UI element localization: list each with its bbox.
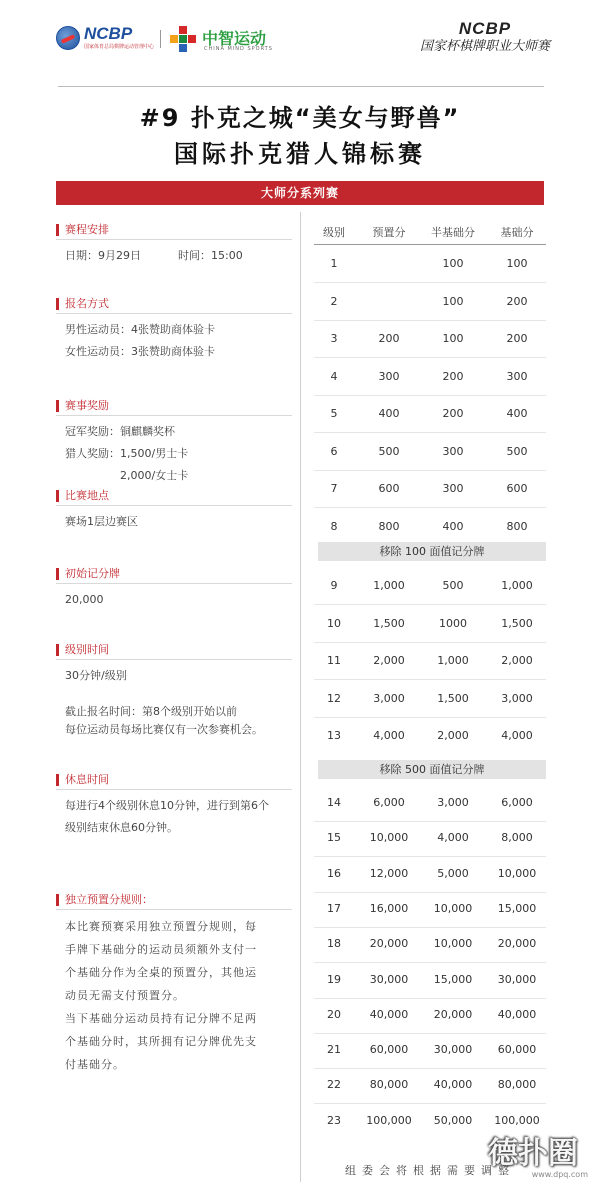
cell-small-blind: 200	[442, 407, 464, 420]
cell-small-blind: 15,000	[433, 972, 473, 986]
row-divider	[314, 927, 546, 928]
cell-small-blind: 30,000	[433, 1043, 473, 1057]
registration-deadline: 截止报名时间：第8个级别开始以前	[65, 705, 237, 718]
table-row	[314, 829, 546, 847]
cell-big-blind: 10,000	[497, 866, 537, 880]
ante-rule-line: 个基础分时，其所拥有记分牌优先支	[65, 1035, 257, 1048]
cell-ante: 800	[378, 519, 400, 533]
section-heading: 赛事奖励	[56, 398, 292, 414]
cell-level: 4	[330, 369, 338, 383]
cell-level: 20	[327, 1007, 341, 1021]
cell-big-blind: 15,000	[497, 901, 537, 915]
cell-big-blind: 3,000	[501, 691, 533, 705]
table-row	[314, 1076, 546, 1094]
section-heading: 初始记分牌	[56, 566, 292, 582]
event-title-line2: 国际扑克猎人锦标赛	[174, 140, 426, 168]
cell-level: 19	[327, 972, 341, 986]
table-row	[314, 865, 546, 883]
schedule-time: 时间：15:00	[178, 249, 243, 262]
row-divider	[314, 679, 546, 680]
cell-ante: 20,000	[369, 937, 409, 951]
cell-big-blind: 60,000	[497, 1043, 537, 1057]
cell-level: 7	[330, 482, 338, 495]
cell-level: 15	[327, 831, 341, 845]
cell-level: 8	[330, 519, 338, 533]
row-divider	[314, 1103, 546, 1104]
table-row	[314, 652, 546, 670]
cell-ante: 80,000	[369, 1078, 409, 1092]
table-row	[314, 1041, 546, 1059]
cell-big-blind: 8,000	[501, 831, 533, 845]
cell-small-blind: 10,000	[433, 937, 473, 951]
header-divider	[58, 86, 544, 87]
row-divider	[314, 821, 546, 822]
cell-level: 16	[327, 866, 341, 880]
row-divider	[314, 892, 546, 893]
table-row	[314, 368, 546, 386]
table-row	[314, 971, 546, 989]
cell-ante: 100,000	[366, 1113, 412, 1127]
cell-big-blind: 80,000	[497, 1078, 537, 1092]
cell-level: 1	[330, 257, 338, 270]
breaks-text-1: 每进行4个级别休息10分钟，进行到第6个	[65, 799, 269, 812]
cell-small-blind: 100	[442, 332, 464, 345]
table-row	[314, 690, 546, 708]
section-heading: 比赛地点	[56, 488, 292, 504]
ncbp-master-logo-en: NCBP	[458, 19, 512, 38]
cell-level: 22	[327, 1078, 341, 1092]
cell-level: 5	[330, 407, 338, 420]
header-rule	[314, 244, 546, 245]
series-banner: 大师分系列赛	[56, 181, 544, 205]
cell-level: 17	[327, 901, 341, 915]
table-row	[314, 1006, 546, 1024]
cell-small-blind: 2,000	[437, 729, 469, 742]
cell-big-blind: 6,000	[501, 796, 533, 809]
column-divider	[300, 212, 301, 1182]
row-divider	[314, 1033, 546, 1034]
level-duration: 30分钟/级别	[65, 669, 127, 682]
col-header-big-blind: 基础分	[500, 226, 534, 239]
cell-big-blind: 600	[506, 482, 528, 495]
cell-big-blind: 100	[506, 257, 528, 270]
table-row	[314, 480, 546, 498]
cell-big-blind: 20,000	[497, 937, 537, 951]
cell-small-blind: 400	[442, 519, 464, 533]
table-row	[314, 293, 546, 311]
cell-level: 14	[327, 796, 341, 809]
break-row-remove-100: 移除 100 面值记分牌	[318, 542, 546, 561]
cell-ante: 1,500	[373, 616, 405, 630]
cross-mosaic-icon	[170, 26, 196, 52]
page-header	[0, 0, 600, 84]
cell-small-blind: 4,000	[437, 831, 469, 845]
row-divider	[314, 432, 546, 433]
row-divider	[314, 357, 546, 358]
row-divider	[314, 717, 546, 718]
row-divider	[314, 962, 546, 963]
prize-hunter-women: 2,000/女士卡	[120, 469, 189, 482]
ante-rule-line: 付基础分。	[65, 1058, 125, 1071]
ante-rule-line: 本比赛预赛采用独立预置分规则，每	[65, 920, 257, 933]
cell-small-blind: 300	[442, 482, 464, 495]
cell-big-blind: 30,000	[497, 972, 537, 986]
cell-big-blind: 500	[506, 444, 528, 458]
cell-small-blind: 1000	[439, 616, 467, 630]
logo-divider	[160, 30, 161, 48]
cell-ante: 500	[378, 444, 400, 458]
row-divider	[314, 507, 546, 508]
row-divider	[314, 604, 546, 605]
cell-small-blind: 40,000	[433, 1078, 473, 1092]
cell-small-blind: 200	[442, 369, 464, 383]
table-row	[314, 900, 546, 918]
ncbp-logo-text: NCBP	[84, 24, 133, 43]
table-row	[314, 443, 546, 461]
cell-big-blind: 1,000	[501, 579, 533, 592]
cell-ante: 2,000	[373, 654, 405, 667]
cms-logo-cn: 中智运动	[202, 29, 267, 48]
cell-level: 6	[330, 444, 338, 458]
cell-small-blind: 1,000	[437, 654, 469, 667]
col-header-small-blind: 半基础分	[431, 226, 475, 239]
cell-small-blind: 1,500	[437, 691, 469, 705]
breaks-text-2: 级别结束休息60分钟。	[65, 821, 178, 834]
cell-big-blind: 200	[506, 294, 528, 308]
ncbp-logo	[56, 26, 156, 52]
section-heading: 独立预置分规则：	[56, 892, 292, 908]
cell-small-blind: 10,000	[433, 901, 473, 915]
cell-big-blind: 40,000	[497, 1007, 537, 1021]
cell-ante: 40,000	[369, 1007, 409, 1021]
cell-big-blind: 800	[506, 519, 528, 533]
cell-big-blind: 4,000	[501, 729, 533, 742]
cell-small-blind: 100	[442, 257, 464, 270]
row-divider	[314, 642, 546, 643]
cell-big-blind: 2,000	[501, 654, 533, 667]
cell-level: 10	[327, 616, 341, 630]
cell-ante: 4,000	[373, 729, 405, 742]
cell-ante: 60,000	[369, 1043, 409, 1057]
registration-men: 男性运动员：4张赞助商体验卡	[65, 323, 215, 336]
starting-chips-value: 20,000	[65, 593, 104, 606]
globe-icon	[56, 26, 80, 50]
cell-ante: 1,000	[373, 579, 405, 592]
cell-ante: 400	[378, 407, 400, 420]
ante-rule-line: 动员无需支付预置分。	[65, 989, 185, 1002]
cell-ante: 3,000	[373, 691, 405, 705]
cell-big-blind: 100,000	[494, 1113, 540, 1127]
cell-small-blind: 500	[442, 579, 464, 592]
event-title-line1: #9 扑克之城“美女与野兽”	[139, 104, 461, 132]
table-row	[314, 727, 546, 745]
table-row	[314, 794, 546, 812]
cell-ante: 10,000	[369, 831, 409, 845]
table-row	[314, 577, 546, 595]
section-registration	[56, 296, 292, 363]
row-divider	[314, 395, 546, 396]
watermark-url: www.dpq.com	[531, 1170, 588, 1179]
row-divider	[314, 282, 546, 283]
col-header-ante: 预置分	[372, 226, 406, 239]
watermark	[488, 1126, 592, 1184]
cell-ante: 600	[378, 482, 400, 495]
cms-logo-en: CHINA MIND SPORTS	[204, 46, 273, 52]
section-schedule	[56, 222, 292, 267]
row-divider	[314, 470, 546, 471]
cell-big-blind: 200	[506, 332, 528, 345]
entry-note: 每位运动员每场比赛仅有一次参赛机会。	[65, 723, 263, 736]
row-divider	[314, 998, 546, 999]
prize-hunter-men: 猎人奖励：1,500/男士卡	[65, 447, 189, 460]
section-ante-rules	[56, 892, 292, 1076]
venue-place: 赛场1层边赛区	[65, 515, 138, 528]
cell-level: 18	[327, 937, 341, 951]
section-starting-chips	[56, 566, 292, 611]
row-divider	[314, 320, 546, 321]
section-breaks	[56, 772, 292, 839]
table-header	[314, 224, 546, 244]
section-heading: 级别时间	[56, 642, 292, 658]
section-heading: 赛程安排	[56, 222, 292, 238]
section-prizes	[56, 398, 292, 487]
row-divider	[314, 1068, 546, 1069]
schedule-datetime	[56, 245, 292, 267]
ante-rule-line: 个基础分作为全桌的预置分，其他运	[65, 966, 257, 979]
ncbp-master-logo-cn: 国家杯棋牌职业大师赛	[419, 39, 550, 54]
registration-women: 女性运动员：3张赞助商体验卡	[65, 345, 215, 358]
cell-level: 13	[327, 729, 341, 742]
row-divider	[314, 856, 546, 857]
china-mind-sports-logo	[170, 24, 280, 56]
cell-ante: 16,000	[369, 901, 409, 915]
schedule-date: 日期：9月29日	[65, 249, 141, 262]
cell-ante: 12,000	[369, 866, 409, 880]
table-row	[314, 405, 546, 423]
section-heading: 报名方式	[56, 296, 292, 312]
cell-level: 2	[330, 294, 338, 308]
section-level-time	[56, 642, 292, 741]
cell-level: 11	[327, 654, 341, 667]
watermark-logo-text: 德扑圈	[488, 1136, 578, 1171]
table-row	[314, 255, 546, 273]
cell-small-blind: 300	[442, 444, 464, 458]
cell-big-blind: 400	[506, 407, 528, 420]
ante-rule-line: 手牌下基础分的运动员须额外支付一	[65, 943, 257, 956]
col-header-level: 级别	[323, 226, 345, 239]
table-row	[314, 615, 546, 633]
cell-ante: 200	[378, 332, 400, 345]
ncbp-master-logo	[420, 20, 550, 56]
cell-big-blind: 300	[506, 369, 528, 383]
cell-level: 9	[330, 579, 338, 592]
cell-ante: 30,000	[369, 972, 409, 986]
cell-level: 12	[327, 691, 341, 705]
cell-small-blind: 100	[442, 294, 464, 308]
cell-big-blind: 1,500	[501, 616, 533, 630]
ncbp-logo-subtitle: 国家体育总局棋牌运动管理中心	[84, 44, 155, 50]
table-footer-note: 组委会将根据需要调整	[345, 1164, 515, 1177]
table-row	[314, 518, 546, 536]
cell-small-blind: 50,000	[433, 1113, 473, 1127]
ante-rule-line: 当下基础分运动员持有记分牌不足两	[65, 1012, 257, 1025]
cell-level: 21	[327, 1043, 341, 1057]
section-venue	[56, 488, 292, 533]
cell-ante: 6,000	[373, 796, 405, 809]
cell-ante: 300	[378, 369, 400, 383]
table-row	[314, 330, 546, 348]
section-heading: 休息时间	[56, 772, 292, 788]
cell-small-blind: 3,000	[437, 796, 469, 809]
prize-champion: 冠军奖励：铜麒麟奖杯	[65, 425, 175, 438]
cell-small-blind: 5,000	[437, 866, 469, 880]
table-row	[314, 935, 546, 953]
cell-level: 23	[327, 1113, 341, 1127]
cell-level: 3	[330, 332, 338, 345]
cell-small-blind: 20,000	[433, 1007, 473, 1021]
break-row-remove-500: 移除 500 面值记分牌	[318, 760, 546, 779]
